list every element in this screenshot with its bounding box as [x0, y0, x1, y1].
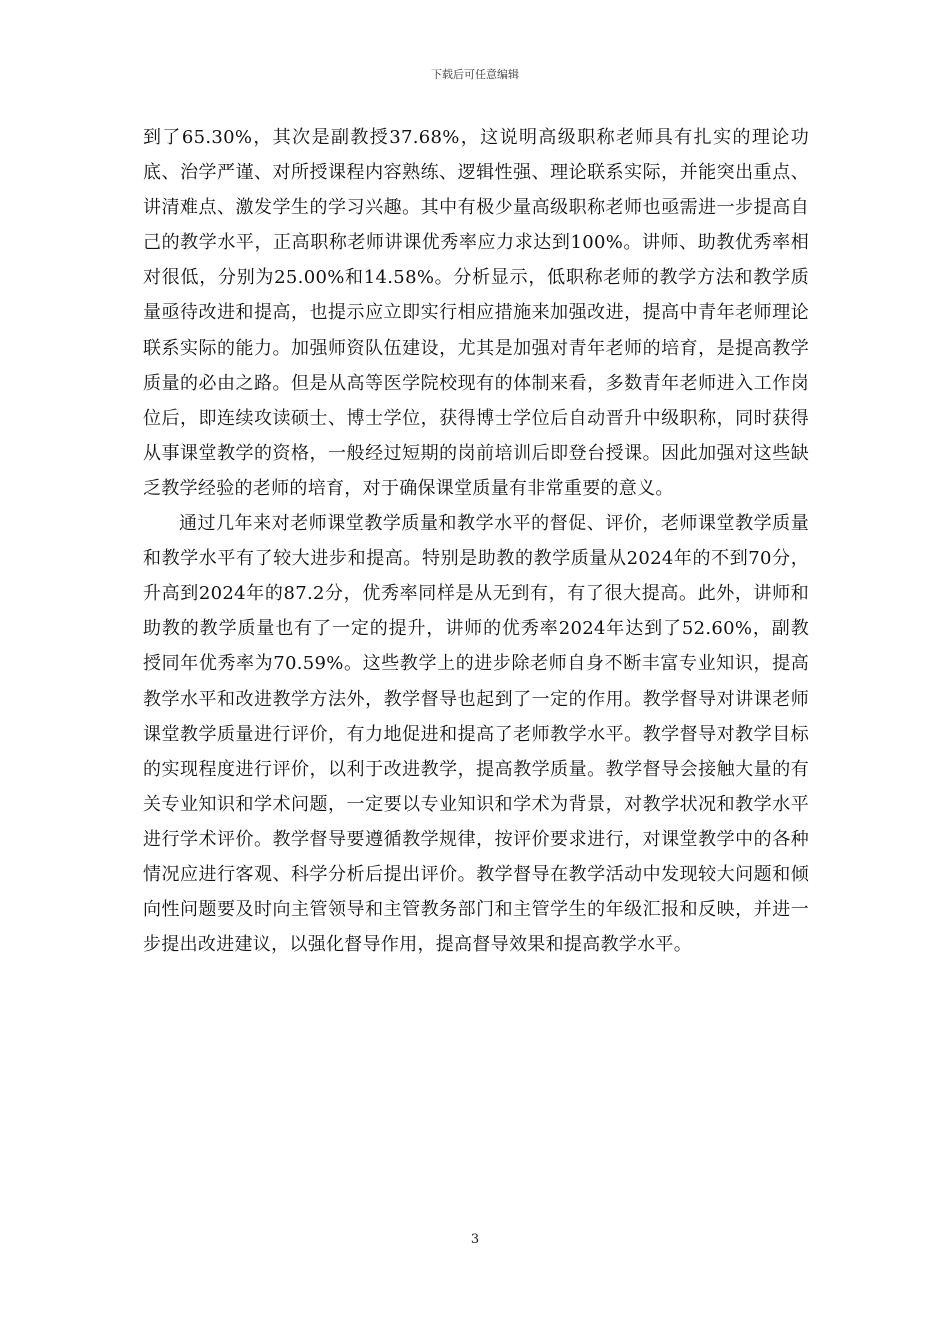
paragraph-1: 到了65.30%，其次是副教授37.68%，这说明高级职称老师具有扎实的理论功底、治学严谨、对所授课程内容熟练、逻辑性强、理论联系实际，并能突出重点、讲清难点、激发学生的学习兴趣。其中有极少量高级职称老师也亟需进一步提高自己的教学水平，正高职称老师讲课优秀率应力求达到100%。讲师、助教优秀率相对很低，分别为25.00%和14.58%。分析显示，低职称老师的教学方法和教学质量亟待改进和提高，也提示应立即实行相应措施来加强改进，提高中青年老师理论联系实际的能力。加强师资队伍建设，尤其是加强对青年老师的培育，是提高教学质量的必由之路。但是从高等医学院校现有的体制来看，多数青年老师进入工作岗位后，即连续攻读硕士、博士学位，获得博士学位后自动晋升中级职称，同时获得从事课堂教学的资格，一般经过短期的岗前培训后即登台授课。因此加强对这些缺乏教学经验的老师的培育，对于确保课堂质量有非常重要的意义。 — [143, 127, 809, 499]
page-header-note: 下载后可任意编辑 — [431, 68, 519, 81]
document-body — [143, 120, 809, 962]
page-number: 3 — [470, 1232, 480, 1247]
paragraph-2: 通过几年来对老师课堂教学质量和教学水平的督促、评价，老师课堂教学质量和教学水平有了较大进步和提高。特别是助教的教学质量从2024年的不到70分，升高到2024年的87.2分，优秀率同样是从无到有，有了很大提高。此外，讲师和助教的教学质量也有了一定的提升，讲师的优秀率2024年达到了52.60%，副教授同年优秀率为70.59%。这些教学上的进步除老师自身不断丰富专业知识，提高教学水平和改进教学方法外，教学督导也起到了一定的作用。教学督导对讲课老师课堂教学质量进行评价，有力地促进和提高了老师教学水平。教学督导对教学目标的实现程度进行评价，以利于改进教学，提高教学质量。教学督导会接触大量的有关专业知识和学术问题，一定要以专业知识和学术为背景，对教学状况和教学水平进行学术评价。教学督导要遵循教学规律，按评价要求进行，对课堂教学中的各种情况应进行客观、科学分析后提出评价。教学督导在教学活动中发现较大问题和倾向性问题要及时向主管领导和主管教务部门和主管学生的年级汇报和反映，并进一步提出改进建议，以强化督导作用，提高督导效果和提高教学水平。 — [143, 513, 809, 956]
